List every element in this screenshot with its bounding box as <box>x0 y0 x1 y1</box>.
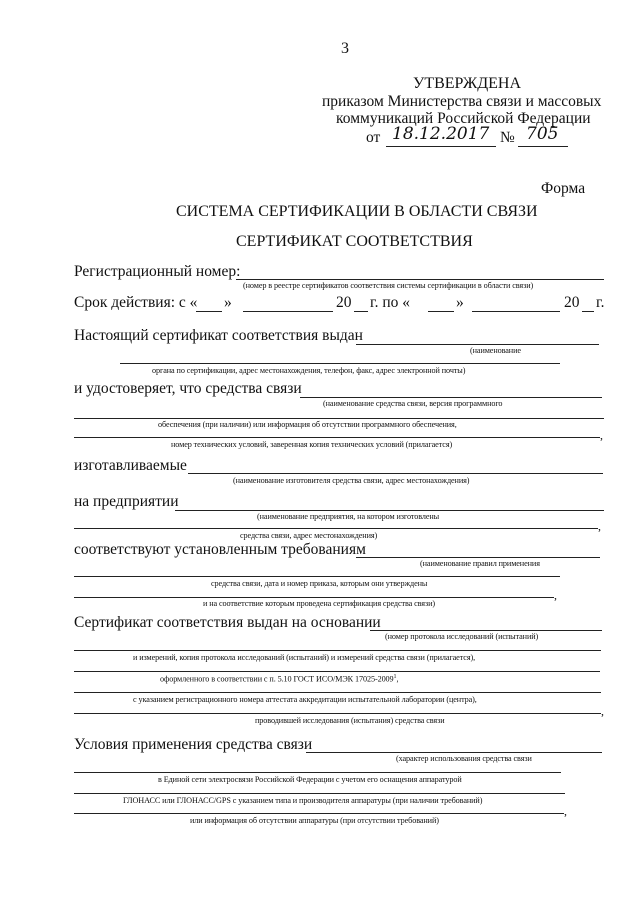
basis-comma: , <box>601 704 604 718</box>
issued-hint-1: (наименование <box>470 346 521 355</box>
validity-year-from-field[interactable] <box>354 311 368 312</box>
issued-hint-2: органа по сертификации, адрес местонахождения, телефон, факс, адрес электронной почты) <box>152 366 466 375</box>
approval-number-label: № <box>500 129 515 146</box>
validity-month-from-field[interactable] <box>243 311 333 312</box>
basis-hint-1: (номер протокола исследований (испытаний) <box>385 632 539 641</box>
conform-comma: , <box>554 588 557 602</box>
basis-field-3[interactable] <box>74 671 600 672</box>
enterprise-field-2[interactable] <box>74 528 598 529</box>
basis-field-4[interactable] <box>74 692 601 693</box>
approval-line-2: коммуникаций Российской Федерации <box>336 110 591 127</box>
basis-hint-3-end: , <box>396 674 399 684</box>
conditions-hint-3: ГЛОНАСС или ГЛОНАСС/GPS с указанием типа и производителя аппаратуры (при наличии требований) <box>123 796 483 805</box>
validity-year-prefix-1: 20 <box>336 294 352 311</box>
validity-label: Срок действия: с « <box>74 294 198 311</box>
certifies-comma: , <box>600 428 603 442</box>
basis-field-1[interactable] <box>370 630 602 631</box>
certifies-hint-3: номер технических условий, заверенная копия технических условий (прилагается) <box>171 440 453 449</box>
manufactured-hint: (наименование изготовителя средства связи, адрес местонахождения) <box>233 476 470 485</box>
conditions-field-4[interactable] <box>74 813 564 814</box>
registration-number-field[interactable] <box>236 279 604 280</box>
approval-line-1: приказом Министерства связи и массовых <box>322 93 602 110</box>
issued-field-1[interactable] <box>356 344 599 345</box>
certifies-hint-1: (наименование средства связи, версия программного <box>323 399 503 408</box>
basis-label: Сертификат соответствия выдан на основании <box>74 614 381 631</box>
conditions-hint-4: или информация об отсутствии аппаратуры (при отсутствии требований) <box>190 816 439 825</box>
validity-day-to-field[interactable] <box>428 311 454 312</box>
registration-number-label: Регистрационный номер: <box>74 263 241 280</box>
basis-hint-2: и измерений, копия протокола исследований (испытаний) и измерений средства связи (прилагается), <box>133 653 476 662</box>
enterprise-hint-2: средства связи, адрес местонахождения) <box>240 531 378 540</box>
validity-year-to-field[interactable] <box>582 311 594 312</box>
manufactured-field[interactable] <box>188 473 603 474</box>
conditions-field-3[interactable] <box>74 793 565 794</box>
basis-field-5[interactable] <box>74 713 601 714</box>
enterprise-hint-1: (наименование предприятия, на котором изготовлены <box>257 512 440 521</box>
page-number: 3 <box>341 40 349 57</box>
validity-year-suffix: г. <box>596 294 605 311</box>
certifies-hint-2: обеспечения (при наличии) или информация об отсутствии программного обеспечения, <box>158 420 457 429</box>
approval-date-handwritten: 18.12.2017 <box>392 124 490 144</box>
basis-hint-5: проводившей исследования (испытания) средства связи <box>255 716 445 725</box>
issued-field-2[interactable] <box>120 363 560 364</box>
validity-quote-close-2: » <box>456 294 464 311</box>
conditions-comma: , <box>564 804 567 818</box>
document-subheading: СЕРТИФИКАТ СООТВЕТСТВИЯ <box>236 233 473 250</box>
basis-footnote-mark: 1 <box>393 674 397 680</box>
approval-date-line <box>386 146 496 147</box>
conform-hint-2: средства связи, дата и номер приказа, которым они утверждены <box>211 579 428 588</box>
conform-field-3[interactable] <box>74 597 554 598</box>
form-label: Форма <box>541 180 586 197</box>
conform-hint-3: и на соответствие которым проведена сертификация средства связи) <box>203 599 435 608</box>
manufactured-label: изготавливаемые <box>74 457 187 474</box>
conform-hint-1: (наименование правил применения <box>420 559 540 568</box>
validity-day-from-field[interactable] <box>196 311 222 312</box>
conditions-hint-1: (характер использования средства связи <box>396 754 532 763</box>
certifies-field-1[interactable] <box>300 397 602 398</box>
basis-hint-3 <box>160 674 398 684</box>
enterprise-comma: , <box>598 519 601 533</box>
issued-label: Настоящий сертификат соответствия выдан <box>74 327 363 344</box>
validity-month-to-field[interactable] <box>472 311 560 312</box>
conditions-field-1[interactable] <box>306 752 602 753</box>
approval-title: УТВЕРЖДЕНА <box>413 75 522 92</box>
conform-label: соответствуют установленным требованиям <box>74 541 366 558</box>
basis-hint-3-text: оформленного в соответствии с п. 5.10 ГОСТ ИСО/МЭК 17025-2009 <box>160 674 394 684</box>
certifies-label: и удостоверяет, что средства связи <box>74 380 302 397</box>
validity-year-prefix-2: 20 <box>564 294 580 311</box>
conform-field-1[interactable] <box>356 557 600 558</box>
basis-field-2[interactable] <box>74 650 601 651</box>
certifies-field-3[interactable] <box>74 437 600 438</box>
conform-field-2[interactable] <box>74 576 560 577</box>
conditions-label: Условия применения средства связи <box>74 736 313 753</box>
approval-number-handwritten: 705 <box>526 124 559 144</box>
document-heading: СИСТЕМА СЕРТИФИКАЦИИ В ОБЛАСТИ СВЯЗИ <box>176 203 538 220</box>
basis-hint-4: с указанием регистрационного номера аттестата аккредитации испытательной лаборатории (центра), <box>133 695 477 704</box>
validity-quote-close-1: » <box>224 294 232 311</box>
certifies-field-2[interactable] <box>74 418 604 419</box>
registration-number-hint: (номер в реестре сертификатов соответствия системы сертификации в области связи) <box>243 281 534 290</box>
approval-from-label: от <box>366 129 381 146</box>
validity-to-label: г. по « <box>370 294 411 311</box>
conditions-hint-2: в Единой сети электросвязи Российской Федерации с учетом его оснащения аппаратурой <box>158 775 462 784</box>
approval-number-line <box>518 146 568 147</box>
enterprise-label: на предприятии <box>74 493 179 510</box>
conditions-field-2[interactable] <box>74 772 561 773</box>
enterprise-field-1[interactable] <box>175 510 604 511</box>
